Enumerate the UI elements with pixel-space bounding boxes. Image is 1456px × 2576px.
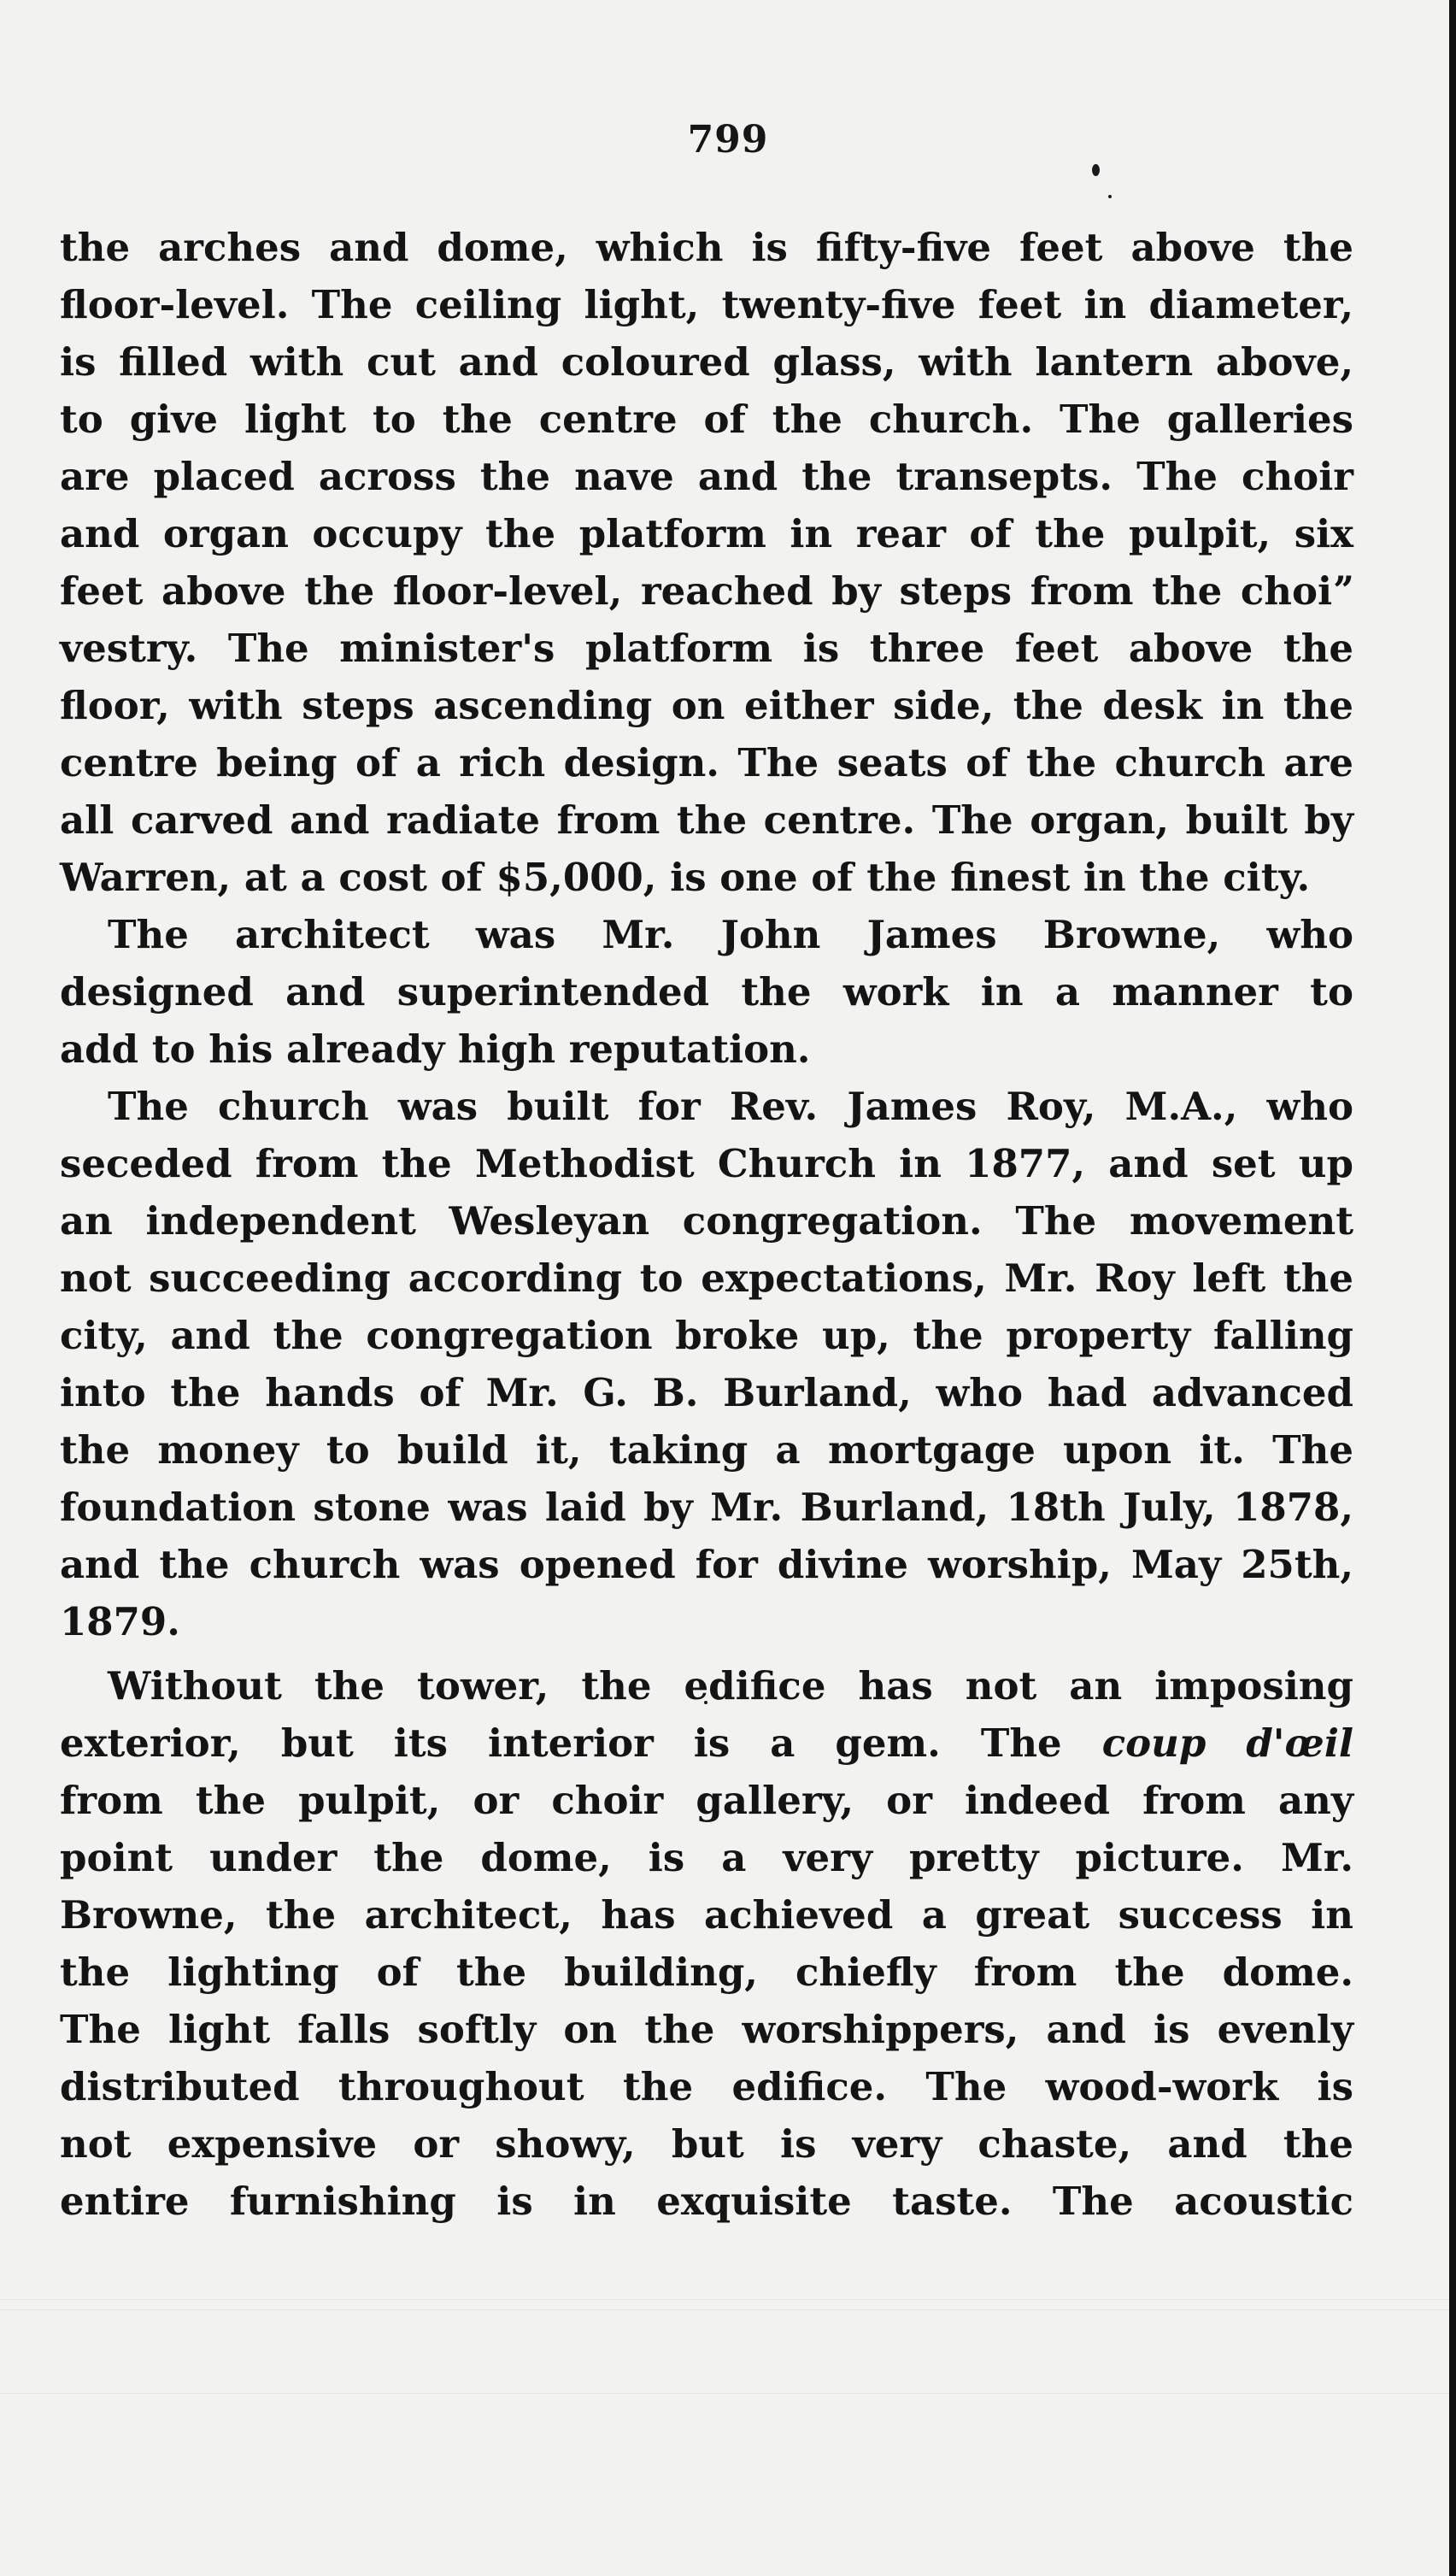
- text-line: entire furnishing is in exquisite taste. The acoustic: [60, 2179, 1353, 2224]
- text-line: add to his already high reputation.: [60, 1026, 811, 1072]
- text-line: vestry. The minister's platform is three feet above the: [60, 626, 1353, 671]
- text-line: and the church was opened for divine worship, May 25th,: [60, 1542, 1353, 1587]
- scan-artifact-line: [0, 2393, 1456, 2394]
- text-line: the arches and dome, which is fifty-five feet above the: [60, 225, 1353, 270]
- text-line: into the hands of Mr. G. B. Burland, who had advanced: [60, 1370, 1353, 1415]
- paragraph-start-line: The church was built for Rev. James Roy, M.A., who: [108, 1084, 1353, 1129]
- scan-artifact-line: [0, 2309, 1456, 2310]
- text-line: centre being of a rich design. The seats of the church are: [60, 740, 1353, 785]
- text-line: seceded from the Methodist Church in 1877, and set up: [60, 1141, 1353, 1186]
- text-line: are placed across the nave and the transepts. The choir: [60, 454, 1353, 499]
- text-line: an independent Wesleyan congregation. The movement: [60, 1198, 1353, 1244]
- text-line: not expensive or showy, but is very chaste, and the: [60, 2121, 1353, 2167]
- paragraph-start-line: The architect was Mr. John James Browne, who: [108, 912, 1353, 957]
- text-line: is filled with cut and coloured glass, with lantern above,: [60, 339, 1353, 385]
- text-line: floor-level. The ceiling light, twenty-five feet in diameter,: [60, 282, 1353, 327]
- paragraph-start-line: Without the tower, the edifice has not an imposing: [108, 1663, 1353, 1709]
- text-line: all carved and radiate from the centre. The organ, built by: [60, 797, 1353, 843]
- text-line: not succeeding according to expectations, Mr. Roy left the: [60, 1256, 1353, 1301]
- text-line: feet above the floor-level, reached by steps from the choiˮ: [60, 568, 1353, 614]
- text-run: exterior, but its interior is a gem. The: [60, 1720, 1062, 1766]
- text-line: and organ occupy the platform in rear of the pulpit, six: [60, 511, 1353, 556]
- text-line: from the pulpit, or choir gallery, or indeed from any: [60, 1778, 1353, 1823]
- text-line: The light falls softly on the worshippers, and is evenly: [60, 2007, 1353, 2052]
- body-text: [60, 219, 1353, 2230]
- text-line: to give light to the centre of the church. The galleries: [60, 397, 1353, 442]
- italic-phrase: coup d'œil: [1101, 1720, 1354, 1766]
- text-line: 1879.: [60, 1599, 180, 1644]
- page-edge-shadow: [1449, 0, 1456, 2576]
- text-line: foundation stone was laid by Mr. Burland, 18th July, 1878,: [60, 1485, 1353, 1530]
- ink-speck: [1108, 195, 1112, 198]
- text-line: the money to build it, taking a mortgage upon it. The: [60, 1427, 1353, 1473]
- text-line-with-italic: [60, 1714, 1353, 1772]
- text-line: distributed throughout the edifice. The wood-work is: [60, 2064, 1353, 2109]
- page-number: 799: [687, 118, 769, 162]
- scan-artifact-line: [0, 2299, 1456, 2300]
- text-line: Browne, the architect, has achieved a great success in: [60, 1892, 1353, 1938]
- text-line: floor, with steps ascending on either side, the desk in the: [60, 683, 1353, 728]
- text-line: city, and the congregation broke up, the property falling: [60, 1313, 1353, 1358]
- text-line: designed and superintended the work in a manner to: [60, 969, 1353, 1015]
- text-line: Warren, at a cost of $5,000, is one of the finest in the city.: [60, 855, 1311, 900]
- ink-speck: [1092, 164, 1100, 176]
- text-line: point under the dome, is a very pretty picture. Mr.: [60, 1835, 1353, 1880]
- text-line: the lighting of the building, chiefly from the dome.: [60, 1950, 1353, 1995]
